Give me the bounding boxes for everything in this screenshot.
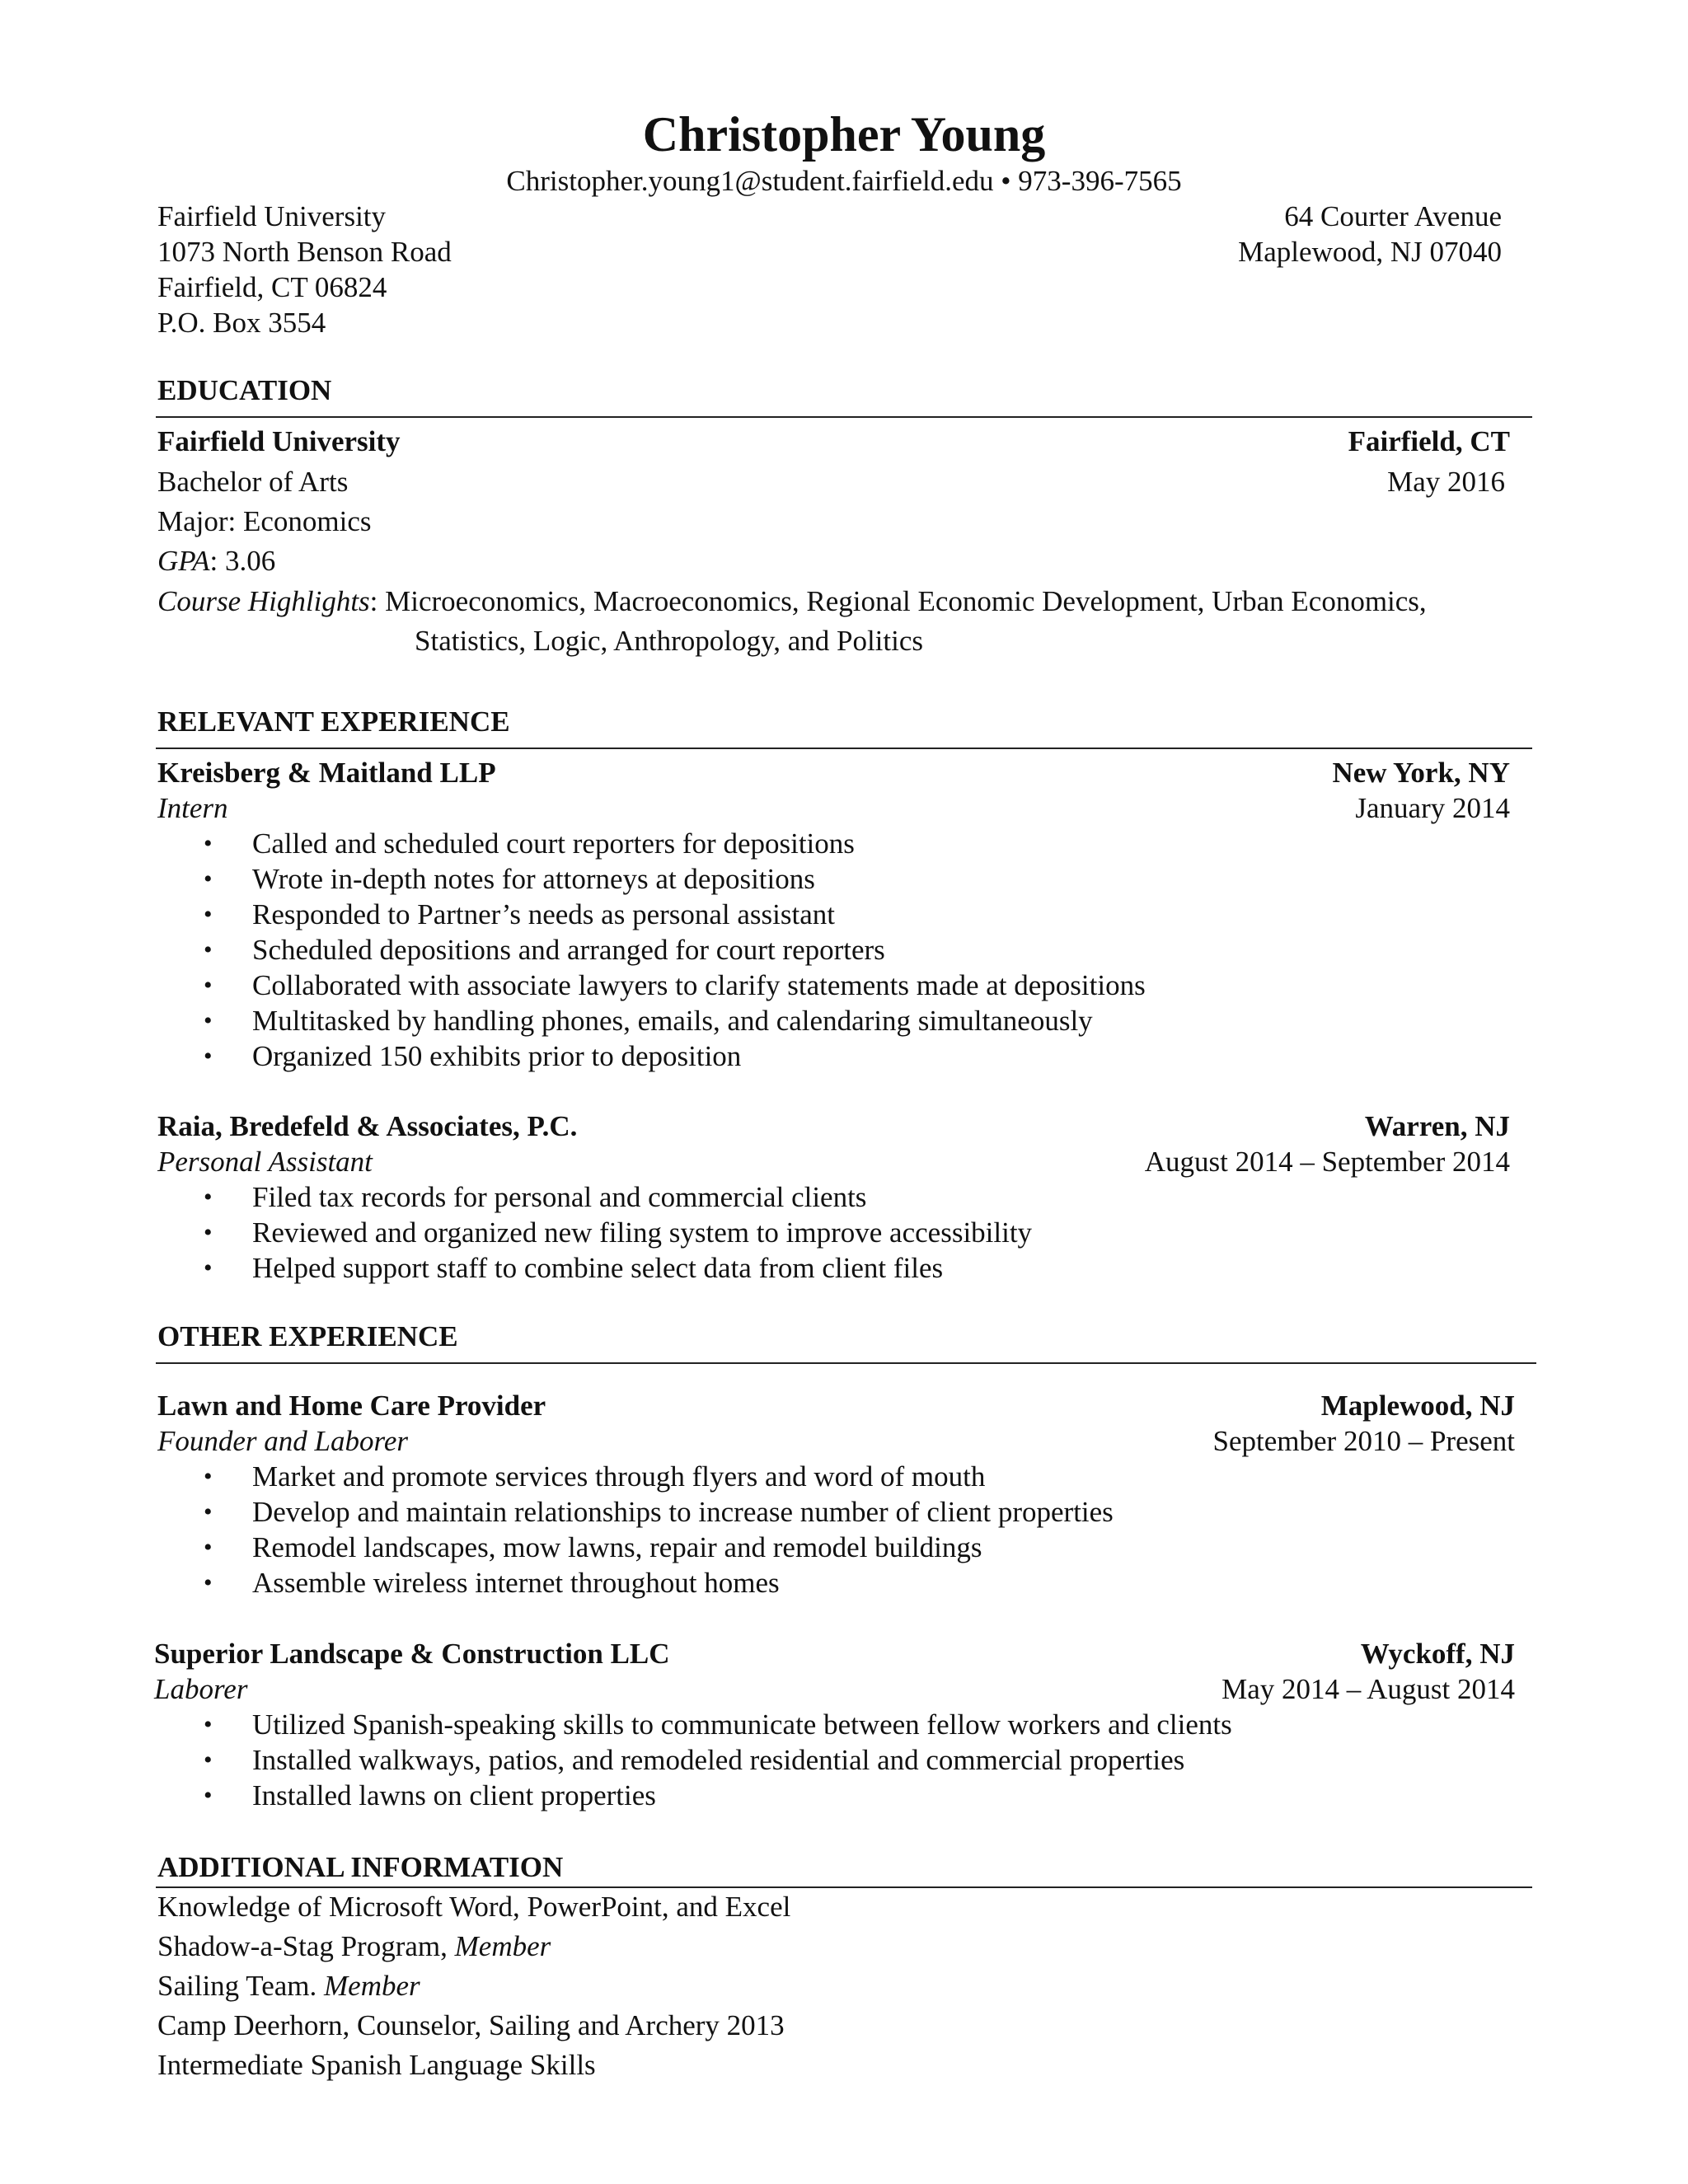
additional-item-text: Sailing Team. (157, 1970, 325, 2002)
list-item: Installed walkways, patios, and remodeled residential and commercial properties (252, 1744, 1185, 1776)
additional-item: Knowledge of Microsoft Word, PowerPoint, and Excel (157, 1891, 791, 1923)
list-item: Market and promote services through flyers and word of mouth (252, 1460, 986, 1493)
list-item: Filed tax records for personal and commercial clients (252, 1181, 867, 1213)
list-item: Wrote in-depth notes for attorneys at depositions (252, 863, 815, 895)
list-item: Installed lawns on client properties (252, 1779, 656, 1811)
list-item: Remodel landscapes, mow lawns, repair and remodel buildings (252, 1531, 982, 1563)
job-date: August 2014 – September 2014 (1144, 1146, 1510, 1178)
additional-item-role: Member (454, 1930, 551, 1962)
gpa-label: GPA (157, 545, 210, 577)
bullet-marker: • (204, 865, 213, 893)
education-major: Major: Economics (157, 505, 372, 537)
section-heading-other-experience: OTHER EXPERIENCE (157, 1320, 458, 1352)
job-date: January 2014 (1355, 792, 1510, 824)
list-item: Reviewed and organized new filing system to improve accessibility (252, 1216, 1033, 1249)
job-location: Maplewood, NJ (1320, 1390, 1515, 1422)
additional-item (157, 1929, 551, 1964)
job-org: Kreisberg & Maitland LLP (157, 757, 496, 789)
school-address-line: Fairfield, CT 06824 (157, 271, 387, 303)
education-courses (157, 584, 1427, 619)
job-location: Wyckoff, NJ (1360, 1638, 1515, 1670)
section-heading-relevant-experience: RELEVANT EXPERIENCE (157, 705, 510, 738)
courses-label: Course Highlights (157, 585, 370, 617)
list-item: Assemble wireless internet throughout homes (252, 1567, 780, 1599)
list-item: Multitasked by handling phones, emails, and calendaring simultaneously (252, 1005, 1093, 1037)
list-item: Scheduled depositions and arranged for court reporters (252, 934, 885, 966)
bullet-marker: • (204, 1534, 213, 1561)
section-divider (156, 416, 1532, 418)
bullet-marker: • (204, 1183, 213, 1211)
bullet-marker: • (204, 1254, 213, 1282)
school-address-line: P.O. Box 3554 (157, 307, 326, 339)
list-item: Utilized Spanish-speaking skills to communicate between fellow workers and clients (252, 1708, 1232, 1741)
bullet-marker: • (204, 1463, 213, 1490)
job-org: Lawn and Home Care Provider (157, 1390, 546, 1422)
bullet-marker: • (204, 972, 213, 999)
job-date: May 2014 – August 2014 (1221, 1673, 1515, 1705)
section-divider (156, 1362, 1536, 1364)
school-address-line: Fairfield University (157, 200, 387, 232)
list-item: Develop and maintain relationships to increase number of client properties (252, 1496, 1114, 1528)
candidate-name: Christopher Young (642, 107, 1046, 162)
contact-line: Christopher.young1@student.fairfield.edu • 973-396-7565 (506, 165, 1182, 197)
school-address-line: 1073 North Benson Road (157, 236, 452, 268)
job-role: Intern (157, 792, 228, 824)
bullet-marker: • (204, 1498, 213, 1526)
additional-item: Intermediate Spanish Language Skills (157, 2049, 596, 2081)
list-item: Called and scheduled court reporters for depositions (252, 827, 855, 860)
courses-list: : Microeconomics, Macroeconomics, Regional Economic Development, Urban Economics, (369, 585, 1427, 617)
section-divider (156, 748, 1532, 749)
job-org: Superior Landscape & Construction LLC (154, 1638, 670, 1670)
bullet-marker: • (204, 936, 213, 963)
job-role: Founder and Laborer (157, 1425, 408, 1457)
education-date: May 2016 (1387, 466, 1505, 498)
bullet-marker: • (204, 1711, 213, 1738)
education-degree: Bachelor of Arts (157, 466, 349, 498)
bullet-marker: • (204, 1569, 213, 1596)
list-item: Helped support staff to combine select data from client files (252, 1252, 944, 1284)
education-gpa (157, 544, 275, 579)
bullet-marker: • (204, 830, 213, 857)
bullet-marker: • (204, 1746, 213, 1774)
job-org: Raia, Bredefeld & Associates, P.C. (157, 1110, 578, 1142)
bullet-marker: • (204, 1007, 213, 1034)
job-location: New York, NY (1332, 757, 1510, 789)
section-heading-education: EDUCATION (157, 374, 332, 406)
home-address-line: Maplewood, NJ 07040 (1238, 236, 1502, 268)
additional-item-text: Shadow-a-Stag Program, (157, 1930, 455, 1962)
job-date: September 2010 – Present (1212, 1425, 1515, 1457)
additional-item: Camp Deerhorn, Counselor, Sailing and Archery 2013 (157, 2009, 785, 2041)
bullet-marker: • (204, 901, 213, 928)
education-school: Fairfield University (157, 425, 401, 457)
additional-item-role: Member (324, 1970, 420, 2002)
home-address-line: 64 Courter Avenue (1284, 200, 1502, 232)
education-location: Fairfield, CT (1348, 425, 1510, 457)
additional-item (157, 1969, 420, 2004)
job-location: Warren, NJ (1364, 1110, 1510, 1142)
gpa-value: : 3.06 (209, 545, 276, 577)
bullet-marker: • (204, 1043, 213, 1070)
list-item: Responded to Partner’s needs as personal assistant (252, 898, 835, 930)
section-divider (156, 1886, 1532, 1888)
list-item: Collaborated with associate lawyers to clarify statements made at depositions (252, 969, 1146, 1001)
education-courses-continued: Statistics, Logic, Anthropology, and Politics (415, 625, 924, 657)
job-role: Laborer (154, 1673, 248, 1705)
job-role: Personal Assistant (157, 1146, 373, 1178)
bullet-marker: • (204, 1782, 213, 1809)
section-heading-additional-information: ADDITIONAL INFORMATION (157, 1851, 564, 1883)
bullet-marker: • (204, 1219, 213, 1246)
list-item: Organized 150 exhibits prior to deposition (252, 1040, 742, 1072)
